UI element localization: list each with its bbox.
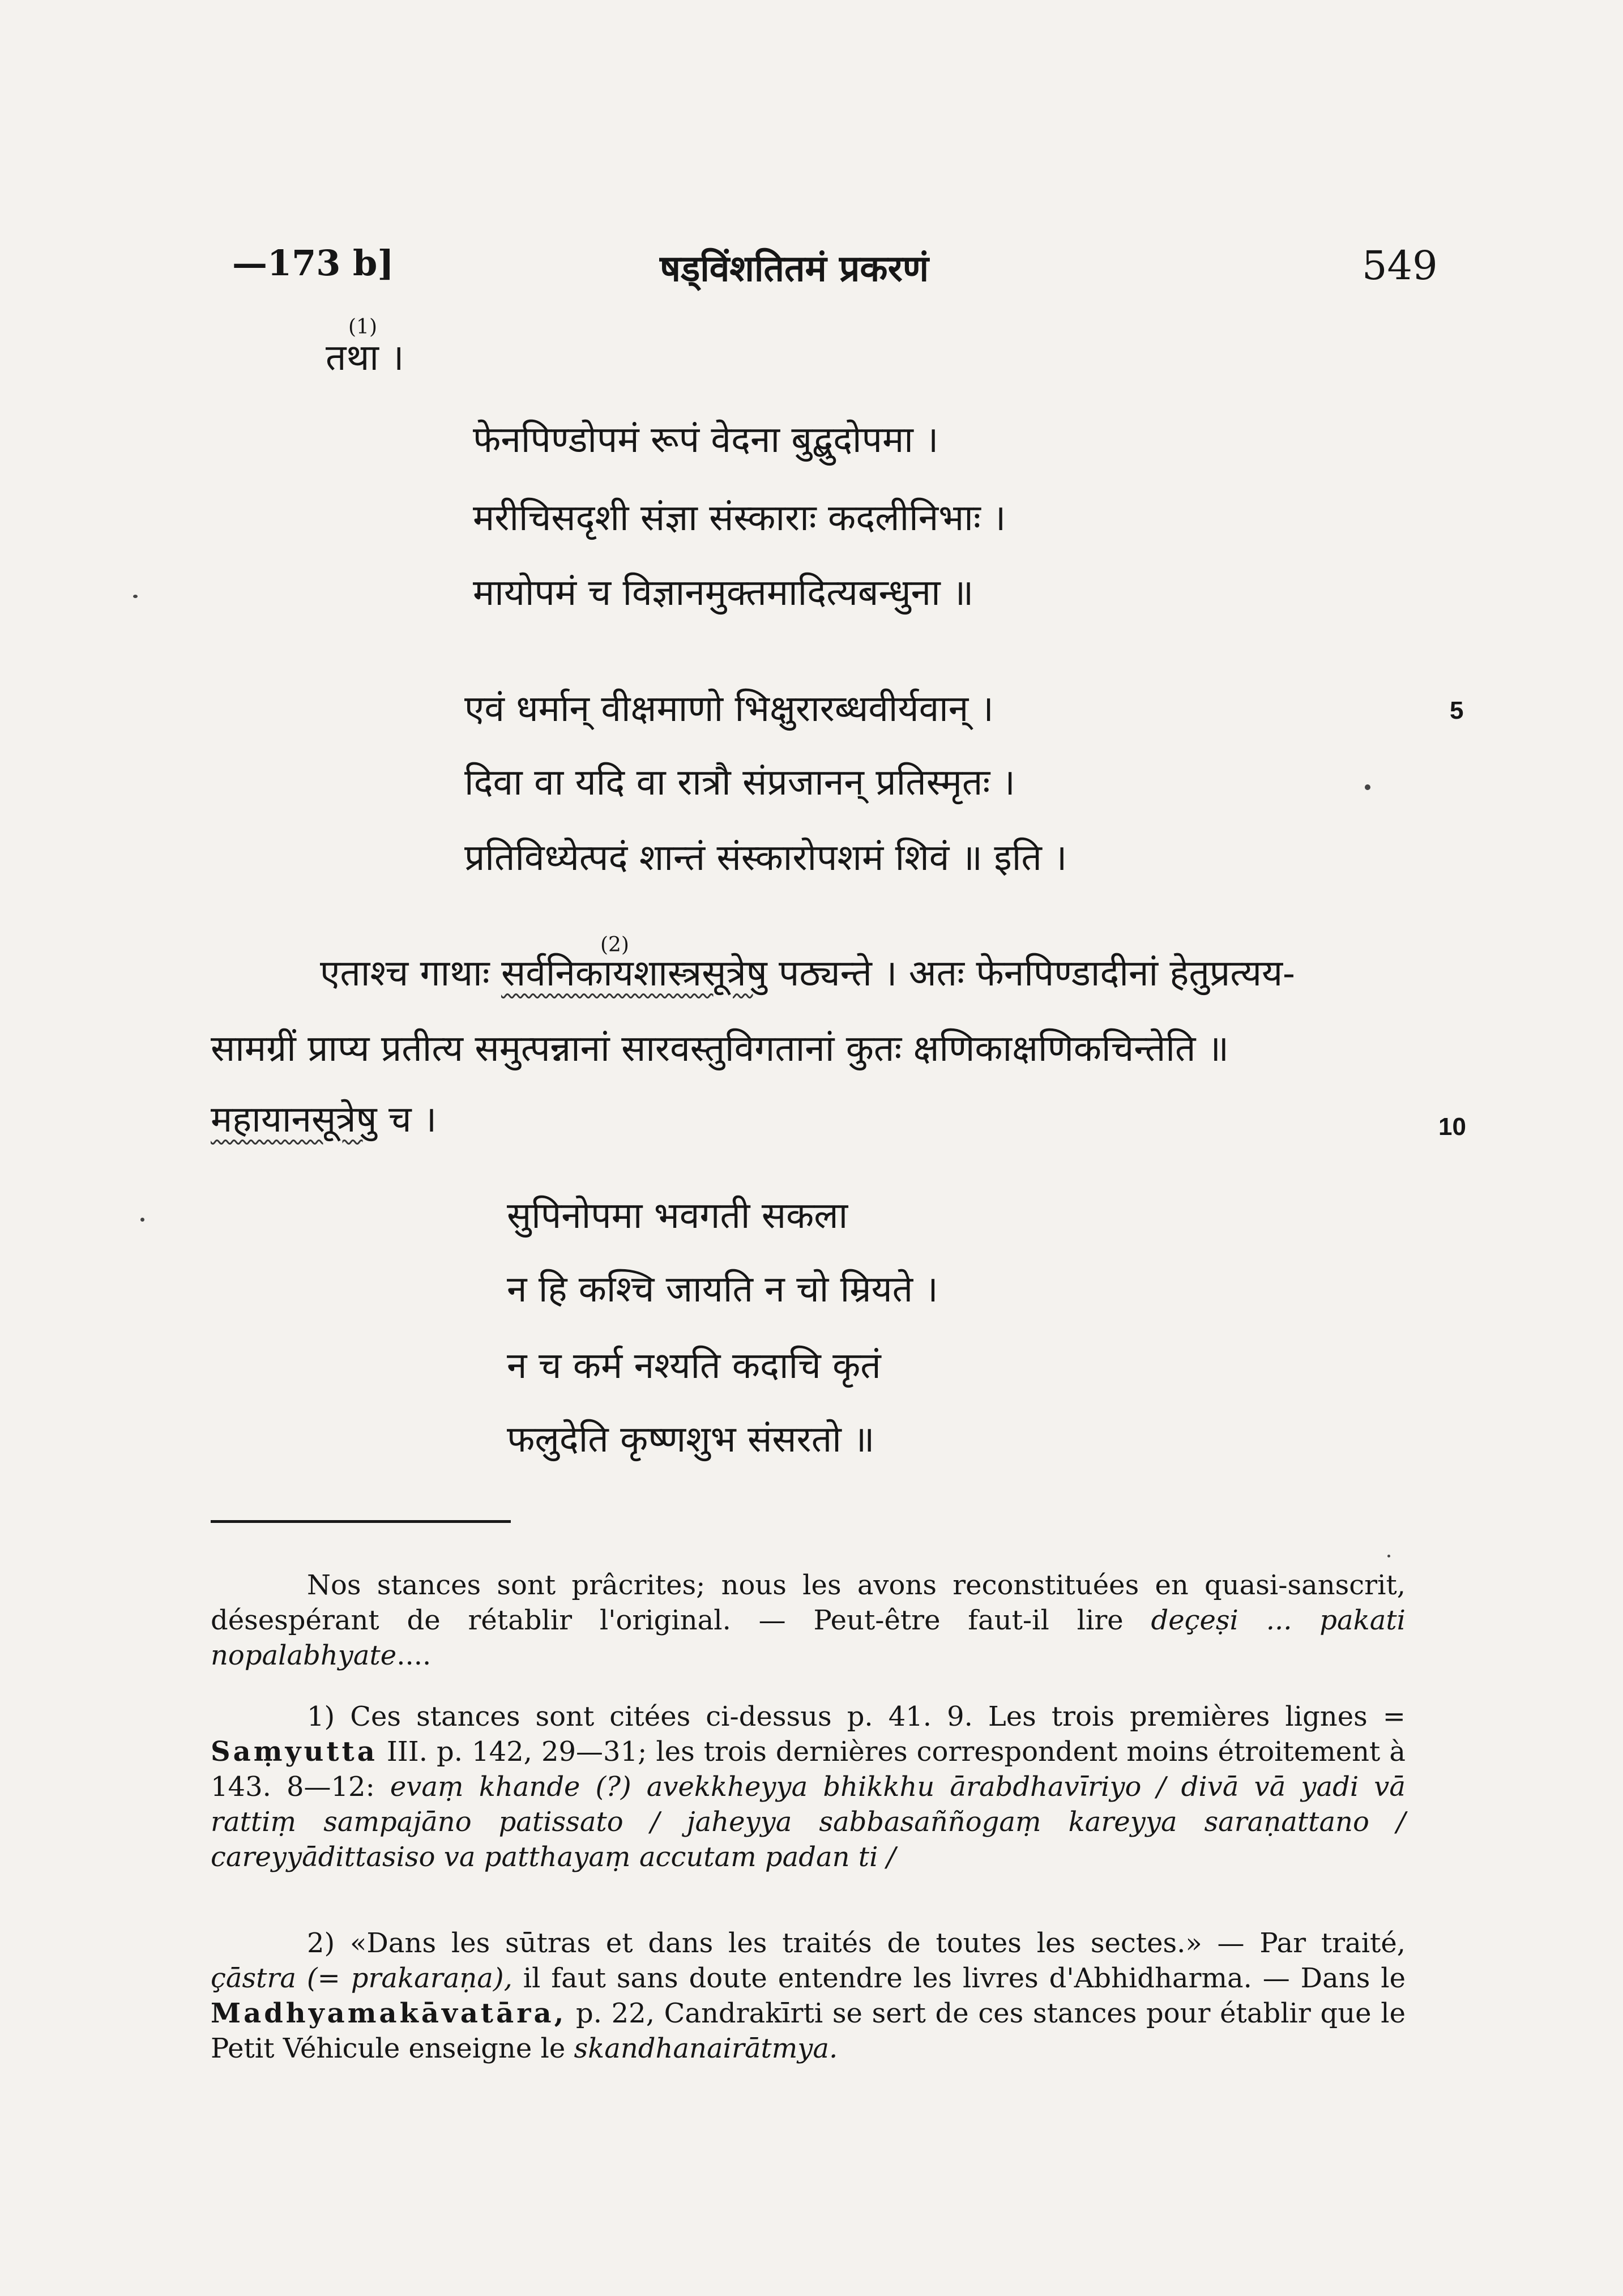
note-ref-1: (1) (348, 315, 377, 339)
footnote-2-text-a: 2) «Dans les sūtras et dans les traités de toutes les sectes.» — Par traité, (307, 1927, 1406, 1959)
running-header-left: —173 b] (232, 242, 394, 284)
footnote-intro-italic: deçeṣi ... pakati nopalabhyate (211, 1604, 1406, 1671)
prose-line-2: सामग्रीं प्राप्य प्रतीत्य समुत्पन्नानां सारवस्तुविगतानां कुतः क्षणिकाक्षणिकचिन्तेति ॥ (211, 1028, 1229, 1070)
stanza3-line-3: न च कर्म नश्यति कदाचि कृतं (507, 1345, 881, 1387)
underlined-mahayana: महायानसूत्रेषु (211, 1099, 377, 1141)
stanza1-line-2: मरीचिसदृशी संज्ञा संस्काराः कदलीनिभाः । (473, 497, 1006, 539)
footnote-rule (211, 1520, 511, 1523)
stanza2-line-3: प्रतिविध्येत्पदं शान्तं संस्कारोपशमं शिवं ॥ इति । (464, 837, 1067, 879)
footnote-intro (211, 1568, 1406, 1673)
scan-speck (140, 1218, 144, 1222)
stanza2-line-2: दिवा वा यदि वा रात्रौ संप्रजानन् प्रतिस्मृतः । (464, 762, 1015, 804)
stanza3-line-1: सुपिनोपमा भवगती सकला (507, 1195, 848, 1237)
footnote-1-text-b: III. p. 142, 29—31; les trois dernières correspondent moins étroitement à 143. 8—12: (211, 1736, 1406, 1803)
prose-underlined-term-1 (501, 933, 779, 995)
prose-line1-start: एताश्च गाथाः (320, 953, 490, 995)
footnote-intro-text: Nos stances sont prâcrites; nous les avons reconstituées en quasi-sanscrit, désespérant de rétablir l'original. — Peut-être faut-il lire (211, 1569, 1406, 1636)
line-number-10: 10 (1438, 1113, 1466, 1141)
stanza1-line-1: फेनपिण्डोपमं रूपं वेदना बुद्बुदोपमा । (473, 419, 939, 461)
opening-word (326, 315, 404, 381)
footnote-2 (211, 1926, 1406, 2066)
note-ref-2: (2) (600, 933, 629, 957)
stanza3-line-2: न हि कश्चि जायति न चो म्रियते । (507, 1269, 938, 1311)
running-header-title: षड्विंशतितमं प्रकरणं (660, 247, 929, 290)
footnote-1-text-a: 1) Ces stances sont citées ci-dessus p. 41. 9. Les trois premières lignes = (307, 1701, 1406, 1732)
scan-speck (1387, 1555, 1390, 1557)
prose-line-3 (211, 1093, 437, 1142)
footnote-2-castra: çāstra (= prakaraṇa), (211, 1962, 512, 1994)
prose-line-1 (320, 933, 1295, 996)
stanza2-line-1: एवं धर्मान् वीक्षमाणो भिक्षुरारब्धवीर्यवान् । (464, 688, 994, 730)
underlined-sarvanikaya: सर्वनिकायशास्त्रसूत्रेषु (501, 953, 767, 995)
footnote-intro-ellipsis: .... (396, 1640, 432, 1671)
prose-line3-end: च । (388, 1099, 437, 1141)
footnote-2-madhyamakavatara: Madhyamakāvatāra, (211, 1998, 567, 2029)
footnote-1-pali-quote: evaṃ khande (?) avekkheyya bhikkhu ārabdhavīriyo / divā vā yadi vā rattiṃ sampajāno patissato / jaheyya sabbasaññogaṃ kareyya saraṇattano / careyyādittasiso va patthayaṃ accutam padan ti / (211, 1771, 1406, 1873)
footnote-2-text-c: p. 22, Candrakīrti se sert de ces stances pour établir que le Petit Véhicule enseigne le (211, 1998, 1406, 2064)
scan-speck (133, 595, 138, 598)
opening-text: तथा । (326, 337, 404, 379)
stanza1-line-3: मायोपमं च विज्ञानमुक्तमादित्यबन्धुना ॥ (473, 572, 974, 614)
prose-line1-end: पठ्यन्ते । अतः फेनपिण्डादीनां हेतुप्रत्यय- (779, 953, 1295, 995)
line-number-5: 5 (1450, 697, 1464, 724)
scan-speck (1365, 784, 1370, 790)
footnote-1 (211, 1699, 1406, 1875)
page-number: 549 (1362, 242, 1438, 289)
footnote-1-samyutta: Saṃyutta (211, 1736, 378, 1768)
stanza3-line-4: फलुदेति कृष्णशुभ संसरतो ॥ (507, 1419, 875, 1461)
footnote-2-text-b: il faut sans doute entendre les livres d'Abhidharma. — Dans le (523, 1962, 1406, 1994)
footnote-2-skandhanairatmya: skandhanairātmya. (574, 2033, 838, 2064)
